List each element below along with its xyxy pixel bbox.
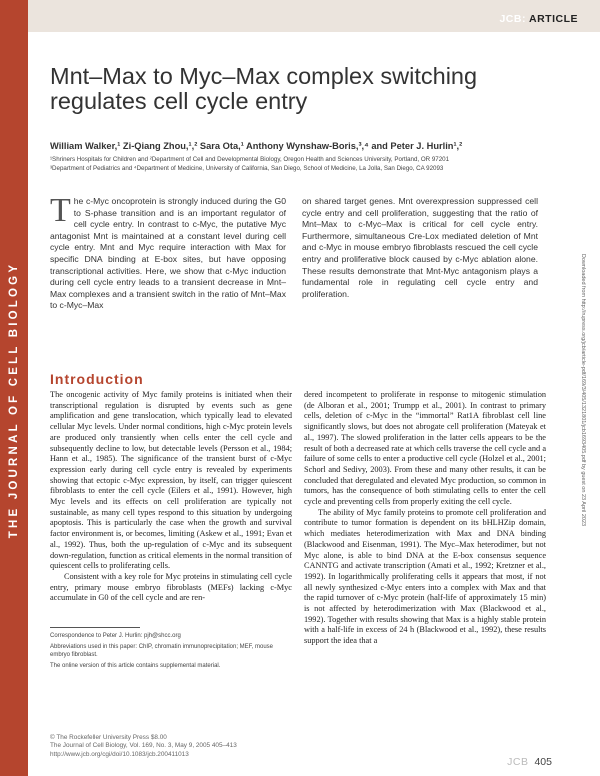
copyright-block — [50, 734, 237, 759]
body-column-left — [50, 390, 292, 604]
citation-line: The Journal of Cell Biology, Vol. 169, No. 3, May 9, 2005 405–413 — [50, 742, 237, 750]
paragraph: dered incompetent to proliferate in response to mitogenic stimulation (de Alboran et al., 2001; Trumpp et al., 2001). In contrast to primary cells, deletion of c-Myc in the “immortal” Rat1A fibroblast cell line significantly slows, but does not abrogate cell proliferation (Mateyak et al., 1997). The slowed proliferation in the latter cells appears to be the result of both a decreased rate at which cells traverse the cell cycle and a failure of some cells to enter a productive cell cycle (Holzel et al., 2001; Schorl and Sedivy, 2003). From these and many other results, it can be concluded that deregulated and elevated Myc production, so common in tumors, has the consequence of both stimulating cells to enter the cell cycle and preventing cells from properly exiting the cell cycle. — [304, 390, 546, 507]
jcb-prefix: JCB: — [499, 13, 526, 25]
affiliation-1: ¹Shriners Hospitals for Children and ²Department of Cell and Developmental Biology, Oregon Health and Sciences University, Portland, OR 97201 — [50, 156, 450, 163]
journal-name: THE JOURNAL OF CELL BIOLOGY — [8, 261, 20, 539]
article-type-label — [499, 13, 578, 25]
doi-link[interactable]: http://www.jcb.org/cgi/doi/10.1083/jcb.200411013 — [50, 750, 189, 758]
journal-sidebar — [0, 0, 28, 776]
section-label: ARTICLE — [529, 13, 578, 25]
affiliation-2: ³Department of Pediatrics and ⁴Department of Medicine, University of California, San Diego, School of Medicine, La Jolla, San Diego, CA 92093 — [50, 165, 444, 172]
page-number-value: 405 — [534, 756, 552, 768]
dropcap: T — [50, 192, 71, 229]
section-heading: Introduction — [50, 371, 144, 387]
supplemental-note: The online version of this article contains supplemental material. — [50, 663, 221, 669]
body-column-right — [304, 390, 546, 647]
author-list: William Walker,¹ Zi-Qiang Zhou,¹,² Sara Ota,¹ Anthony Wynshaw-Boris,³,⁴ and Peter J. Hurlin¹,² — [50, 141, 463, 151]
article-title: Mnt–Max to Myc–Max complex switching regulates cell cycle entry — [50, 63, 478, 114]
abbreviations-note: Abbreviations used in this paper: ChIP, chromatin immunoprecipitation; MEF, mouse embryo fibroblast. — [50, 644, 273, 658]
paragraph: Consistent with a key role for Myc proteins in stimulating cell cycle entry, primary mouse embryo fibroblasts (MEFs) lacking c-Myc accumulate in G0 of the cell cycle and are ren- — [50, 571, 292, 603]
page-journal-prefix: JCB — [507, 756, 529, 768]
header-bar — [28, 0, 600, 32]
abstract-text-left: he c-Myc oncoprotein is strongly induced during the G0 to S-phase transition and is an important regulator of cell cycle entry. In contrast to c-Myc, the putative Myc antagonist Mnt is maintained at a constant level during cell cycle entry. Mnt and Myc require interaction with Max for specific DNA binding at E-box sites, but have opposing transcriptional activities. Here, we show that c-Myc induction during cell cycle entry leads to a transient decrease in Mnt–Max complexes and a transient switch in the ratio of Mnt–Max to c-Myc–Max — [50, 196, 286, 311]
page-number — [507, 756, 552, 768]
footnote-divider — [50, 627, 140, 628]
download-watermark: Downloaded from http://rupress.org/jcb/article-pdf/169/3/405/1321801/jcb1693405.pdf by guest on 23 April 2023 — [580, 253, 586, 527]
abstract-left — [50, 192, 286, 312]
abstract-text-right: on shared target genes. Mnt overexpression suppressed cell cycle entry and cell proliferation, suggesting that the ratio of Mnt–Max to c-Myc–Max is critical for cell cycle entry. Furthermore, simultaneous Cre-Lox mediated deletion of Mnt and c-Myc in mouse embryo fibroblasts rescued the cell cycle entry and proliferative block caused by c-Myc ablation alone. These results demonstrate that Mnt-Myc antagonism plays a fundamental role in regulating cell cycle entry and proliferation. — [302, 196, 538, 299]
abstract-right — [302, 196, 538, 300]
correspondence-note: Correspondence to Peter J. Hurlin: pjh@shcc.org — [50, 633, 181, 639]
paragraph: The ability of Myc family proteins to promote cell proliferation and contribute to tumor formation is dependent on its bHLHZip domain, which mediates heterodimerization with Max and DNA binding (Blackwood and Eisenman, 1991). The Myc–Max heterodimer, but not Myc alone, is able to bind DNA at the E-box consensus sequence CANNTG and activate transcription (Amati et al., 1992; Kretzner et al., 1992). In logarithmically proliferating cells it appears that most, if not all newly synthesized c-Myc enters into a complex with Max and that the rapid turnover of c-Myc protein (half-life of approximately 15 min) is not affected by heterodimerization with Max (Blackwood et al., 1992). Together with results showing that Max is a highly stable protein with a half-life in excess of 24 h (Blackwood et al., 1992), these results support the idea that a — [304, 507, 546, 646]
footnotes — [50, 632, 292, 673]
copyright-line: © The Rockefeller University Press $8.00 — [50, 734, 167, 741]
paragraph: The oncogenic activity of Myc family proteins is initiated when their transcriptional regulation is disrupted by events such as gene amplification and gene translocation, which typically lead to elevated cellular Myc levels. Under normal conditions, high c-Myc protein levels are produced only transiently when cells enter the cell cycle and subsequently decline to low, but detectable levels (Persson et al., 1984; Hann et al., 1985). The significance of the transient burst of c-Myc expression early during cell cycle entry is revealed by experiments showing that ectopic c-Myc expression, by itself, can trigger quiescent fibroblasts to enter the cell cycle (Eilers et al., 1991). However, high Myc levels and its effects on cell proliferation are typically not sustainable, as many cell types respond to this situation by undergoing apoptosis. This is particularly the case when the growth and survival factor environment is, or becomes, limiting (Askew et al., 1991; Evan et al., 1992). Thus, both the up-regulation of c-Myc and its subsequent down-regulation, function as critical elements in the normal transition of quiescent cells to proliferating cells. — [50, 390, 292, 571]
